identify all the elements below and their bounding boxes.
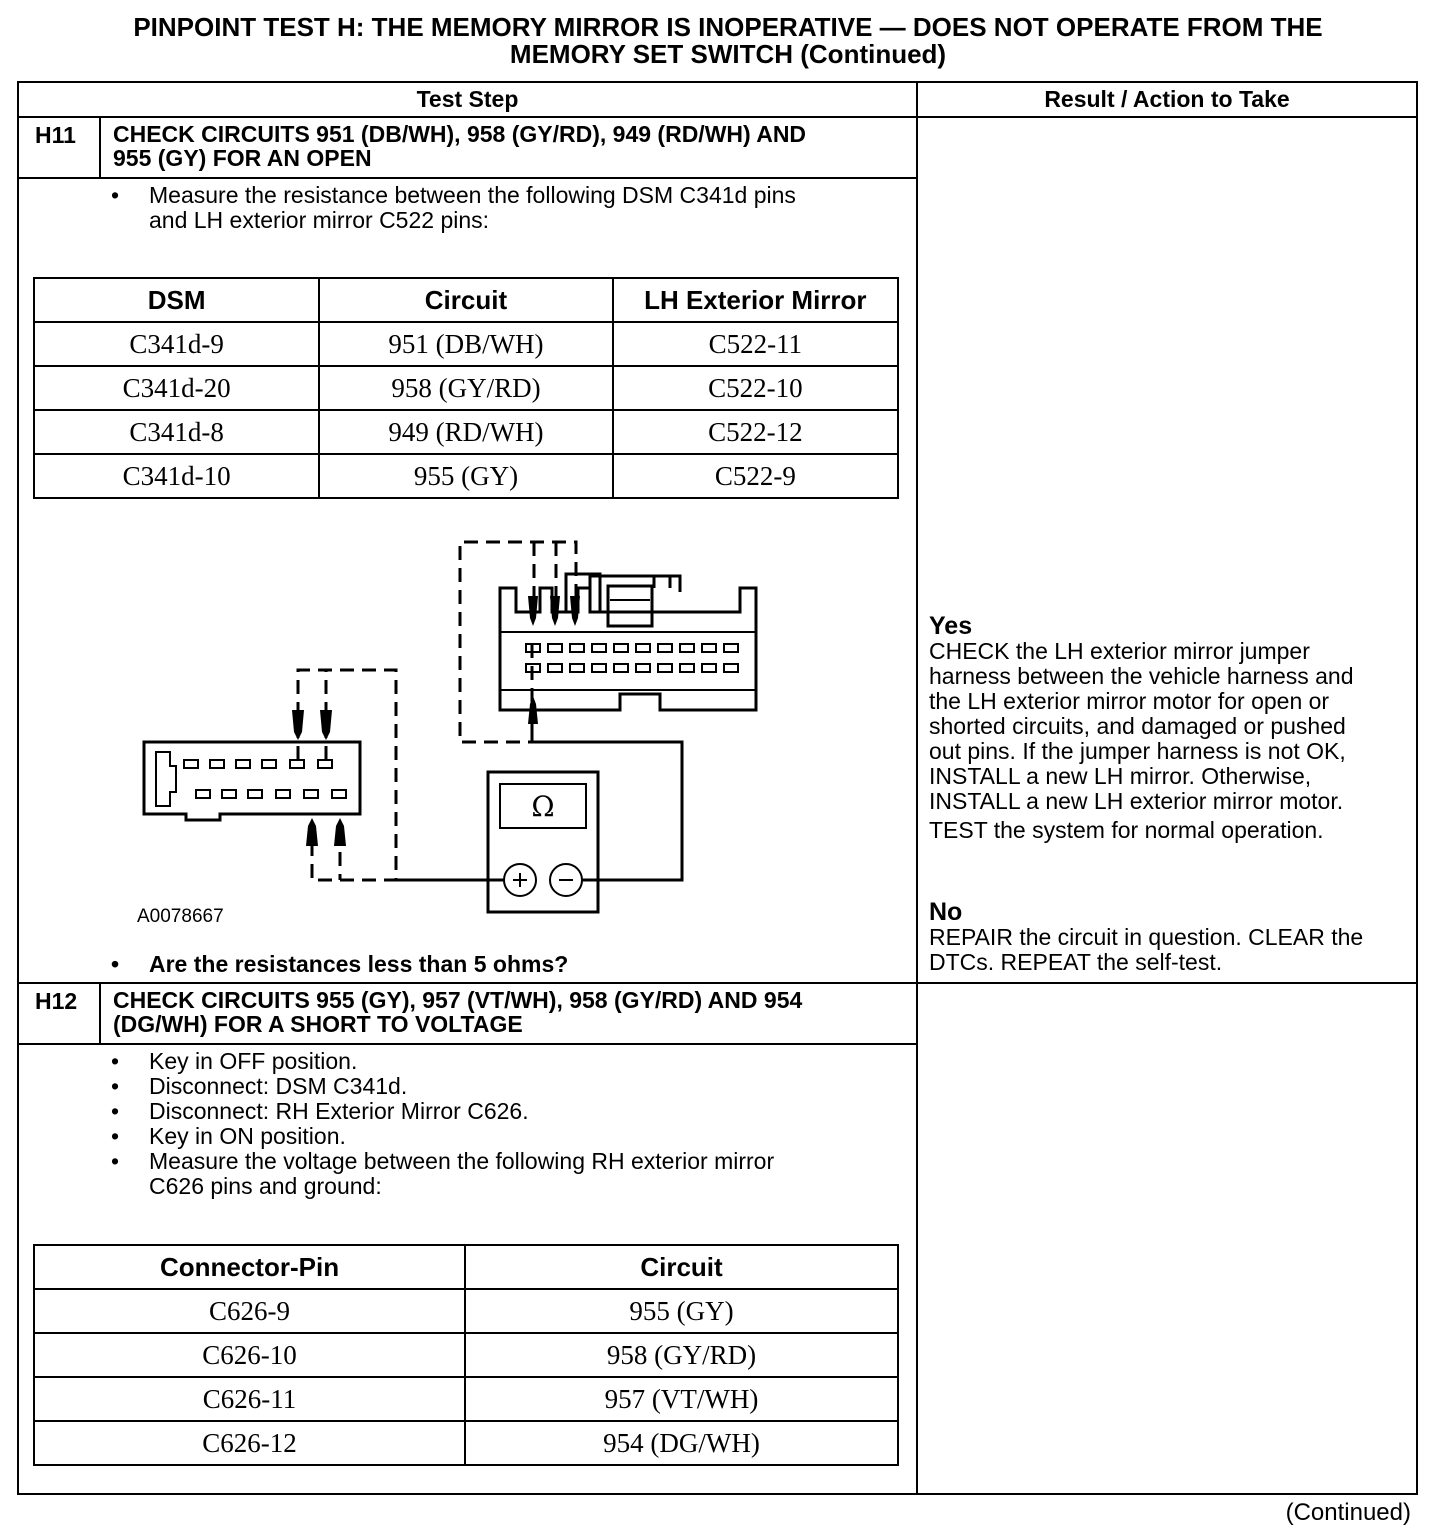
h11-bullet-line-2: and LH exterior mirror C522 pins: xyxy=(149,207,490,233)
table-cell: C522-11 xyxy=(613,322,898,366)
table-cell: C626-11 xyxy=(34,1377,465,1421)
table-cell: C626-12 xyxy=(34,1421,465,1465)
table-header-row xyxy=(34,1245,898,1289)
table-row xyxy=(34,1377,898,1421)
table-header-cell: Circuit xyxy=(319,278,612,322)
dsm-pin-row-icon xyxy=(526,644,738,672)
dsm-jumper-dashed-icon xyxy=(460,542,576,742)
h11-result-yes xyxy=(929,614,1414,843)
header-result: Result / Action to Take xyxy=(1044,86,1290,112)
title-line-2: MEMORY SET SWITCH (Continued) xyxy=(509,39,947,69)
table-cell: C341d-8 xyxy=(34,410,319,454)
table-cell: C341d-20 xyxy=(34,366,319,410)
h12-bullet: • Key in OFF position. xyxy=(111,1049,901,1074)
yes-line: INSTALL a new LH exterior mirror motor. xyxy=(929,788,1344,814)
table-cell: 955 (GY) xyxy=(465,1289,898,1333)
table-cell: C626-9 xyxy=(34,1289,465,1333)
h12-step-title xyxy=(113,988,802,1036)
dsm-connector-icon xyxy=(500,574,756,710)
h11-result-no xyxy=(929,900,1414,975)
h12-bullet xyxy=(111,1149,901,1199)
table-cell: C522-12 xyxy=(613,410,898,454)
table-cell: C341d-10 xyxy=(34,454,319,498)
table-header-cell: LH Exterior Mirror xyxy=(613,278,898,322)
table-row xyxy=(34,1333,898,1377)
table-cell: 955 (GY) xyxy=(319,454,612,498)
continued-label: (Continued) xyxy=(1285,1499,1411,1526)
table-cell: C522-10 xyxy=(613,366,898,410)
h11-title-line-2: 955 (GY) FOR AN OPEN xyxy=(113,145,372,171)
yes-line: the LH exterior mirror motor for open or xyxy=(929,688,1330,714)
table-cell: 954 (DG/WH) xyxy=(465,1421,898,1465)
table-header-cell: Circuit xyxy=(465,1245,898,1289)
h11-step-number: H11 xyxy=(35,122,76,148)
yes-line: TEST the system for normal operation. xyxy=(929,817,1324,843)
h12-pin-table xyxy=(33,1244,899,1466)
h12-bullet: • Disconnect: RH Exterior Mirror C626. xyxy=(111,1099,901,1124)
h11-title-line-1: CHECK CIRCUITS 951 (DB/WH), 958 (GY/RD), 949 (RD/WH) AND xyxy=(113,121,807,147)
table-cell: C522-9 xyxy=(613,454,898,498)
no-line: DTCs. REPEAT the self-test. xyxy=(929,949,1223,975)
table-cell: C626-10 xyxy=(34,1333,465,1377)
mirror-connector-icon xyxy=(144,742,360,820)
figure-id: A0078667 xyxy=(137,906,224,927)
table-cell: 957 (VT/WH) xyxy=(465,1377,898,1421)
mirror-jumper-dashed-icon xyxy=(298,670,396,880)
title-line-1: PINPOINT TEST H: THE MEMORY MIRROR IS INOPERATIVE — DOES NOT OPERATE FROM THE xyxy=(133,12,1323,42)
yes-label: Yes xyxy=(929,612,973,640)
table-cell: C341d-9 xyxy=(34,322,319,366)
h12-bullet-line-2: C626 pins and ground: xyxy=(149,1173,382,1199)
yes-line: INSTALL a new LH mirror. Otherwise, xyxy=(929,763,1312,789)
table-row xyxy=(34,1421,898,1465)
table-header-cell: Connector-Pin xyxy=(34,1245,465,1289)
mirror-pin-row-icon xyxy=(184,760,346,798)
table-cell: 949 (RD/WH) xyxy=(319,410,612,454)
table-cell: 958 (GY/RD) xyxy=(319,366,612,410)
yes-line: harness between the vehicle harness and xyxy=(929,663,1354,689)
yes-line: out pins. If the jumper harness is not OK, xyxy=(929,738,1346,764)
h12-title-line-2: (DG/WH) FOR A SHORT TO VOLTAGE xyxy=(113,1011,523,1037)
h11-question-bullet: • Are the resistances less than 5 ohms? xyxy=(111,952,901,977)
table-row xyxy=(34,1289,898,1333)
h12-title-line-1: CHECK CIRCUITS 955 (GY), 957 (VT/WH), 958 (GY/RD) AND 954 xyxy=(113,987,803,1013)
h12-bullet: • Key in ON position. xyxy=(111,1124,901,1149)
h11-bullet-line-1: • Measure the resistance between the following DSM C341d pins xyxy=(149,182,796,208)
yes-line: CHECK the LH exterior mirror jumper xyxy=(929,638,1310,664)
no-line: REPAIR the circuit in question. CLEAR the xyxy=(929,924,1364,950)
table-cell: 951 (DB/WH) xyxy=(319,322,612,366)
no-label: No xyxy=(929,898,963,926)
h12-bullet: • Disconnect: DSM C341d. xyxy=(111,1074,901,1099)
yes-line: shorted circuits, and damaged or pushed xyxy=(929,713,1346,739)
header-test-step: Test Step xyxy=(416,86,519,112)
h12-instructions xyxy=(111,1049,901,1199)
h11-question xyxy=(111,952,901,977)
h12-step-number: H12 xyxy=(35,988,78,1014)
h12-bullet-line-1: • Measure the voltage between the following RH exterior mirror xyxy=(149,1148,775,1174)
table-cell: 958 (GY/RD) xyxy=(465,1333,898,1377)
meter-symbol: Ω xyxy=(531,790,555,823)
table-header-cell: DSM xyxy=(34,278,319,322)
